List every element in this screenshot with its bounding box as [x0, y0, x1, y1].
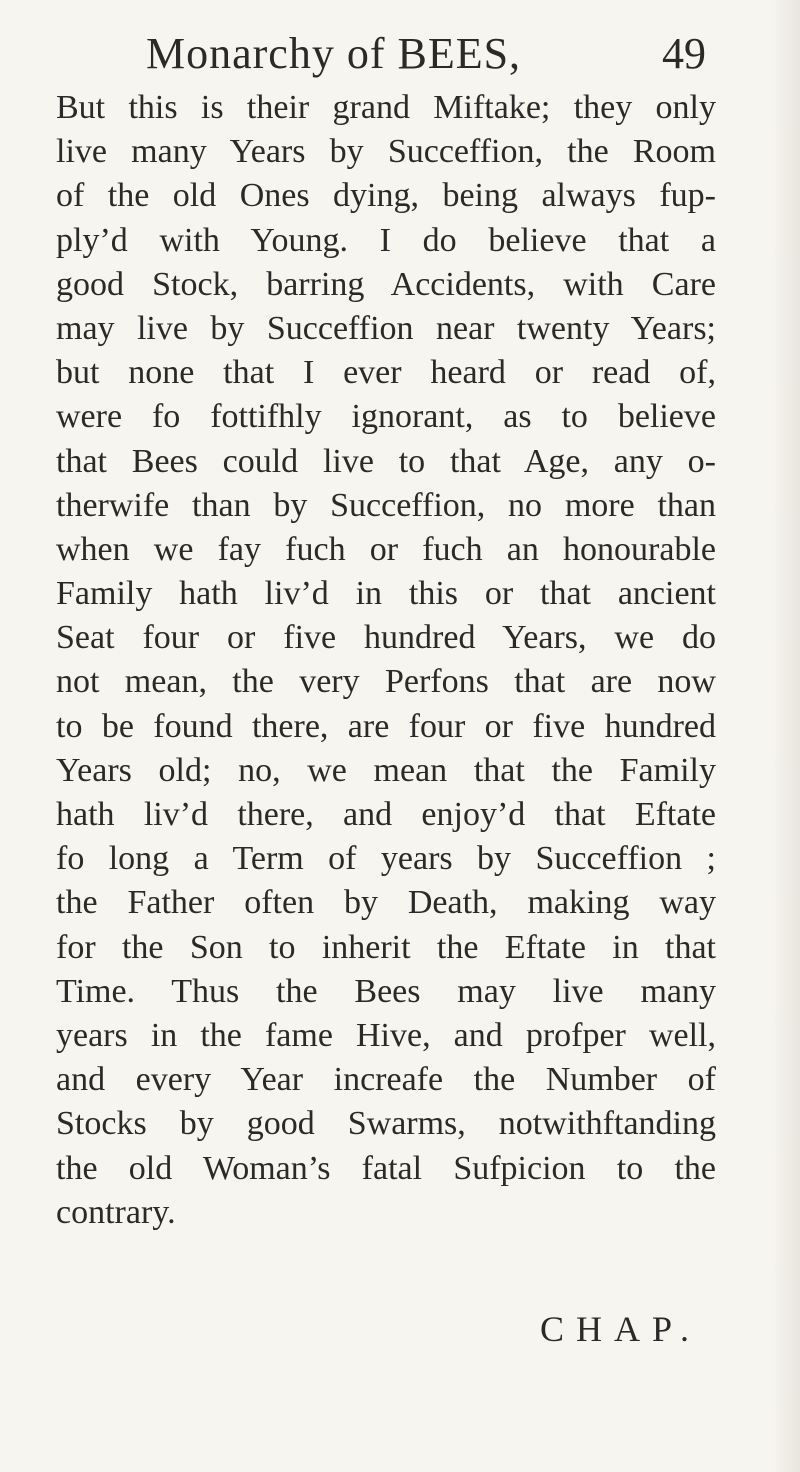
- text-line: fo long a Term of years by Succeffion ;: [56, 840, 716, 878]
- text-line: were fo fottifhly ignorant, as to believe: [56, 398, 716, 436]
- text-line: for the Son to inherit the Eftate in that: [56, 928, 716, 966]
- text-line: Time. Thus the Bees may live many: [56, 972, 716, 1010]
- text-line: ply’d with Young. I do believe that a: [56, 221, 716, 259]
- page-edge-shadow: [772, 0, 800, 1472]
- running-title: Monarchy of BEES,: [146, 29, 522, 78]
- text-line: but none that I ever heard or read of,: [56, 354, 716, 392]
- text-line: Years old; no, we mean that the Family: [56, 751, 716, 789]
- text-line: years in the fame Hive, and profper well,: [56, 1016, 716, 1054]
- page-header: [146, 28, 706, 88]
- text-line: that Bees could live to that Age, any o-: [56, 442, 716, 480]
- text-line: of the old Ones dying, being always fup-: [56, 177, 716, 215]
- text-line: But this is their grand Miftake; they only: [56, 89, 716, 126]
- text-line: to be found there, are four or five hundred: [56, 707, 716, 745]
- text-line: live many Years by Succeffion, the Room: [56, 133, 716, 171]
- text-line: may live by Succeffion near twenty Years;: [56, 309, 716, 347]
- text-line: Family hath liv’d in this or that ancient: [56, 575, 716, 613]
- text-line: the Father often by Death, making way: [56, 884, 716, 922]
- text-line: hath liv’d there, and enjoy’d that Eftate: [56, 796, 716, 833]
- text-line: Stocks by good Swarms, notwithftanding: [56, 1105, 716, 1143]
- text-line: Seat four or five hundred Years, we do: [56, 619, 716, 657]
- text-line: when we fay fuch or fuch an honourable: [56, 530, 716, 568]
- body-text: [56, 86, 716, 1235]
- text-line: good Stock, barring Accidents, with Care: [56, 265, 716, 303]
- page-number: 49: [662, 29, 706, 78]
- text-line: therwife than by Succeffion, no more than: [56, 486, 716, 524]
- text-line: not mean, the very Perfons that are now: [56, 663, 716, 701]
- text-line: the old Woman’s fatal Sufpicion to the: [56, 1149, 716, 1187]
- text-line: and every Year increafe the Number of: [56, 1061, 716, 1099]
- catchword: CHAP.: [540, 1309, 702, 1349]
- text-line: contrary.: [56, 1193, 176, 1231]
